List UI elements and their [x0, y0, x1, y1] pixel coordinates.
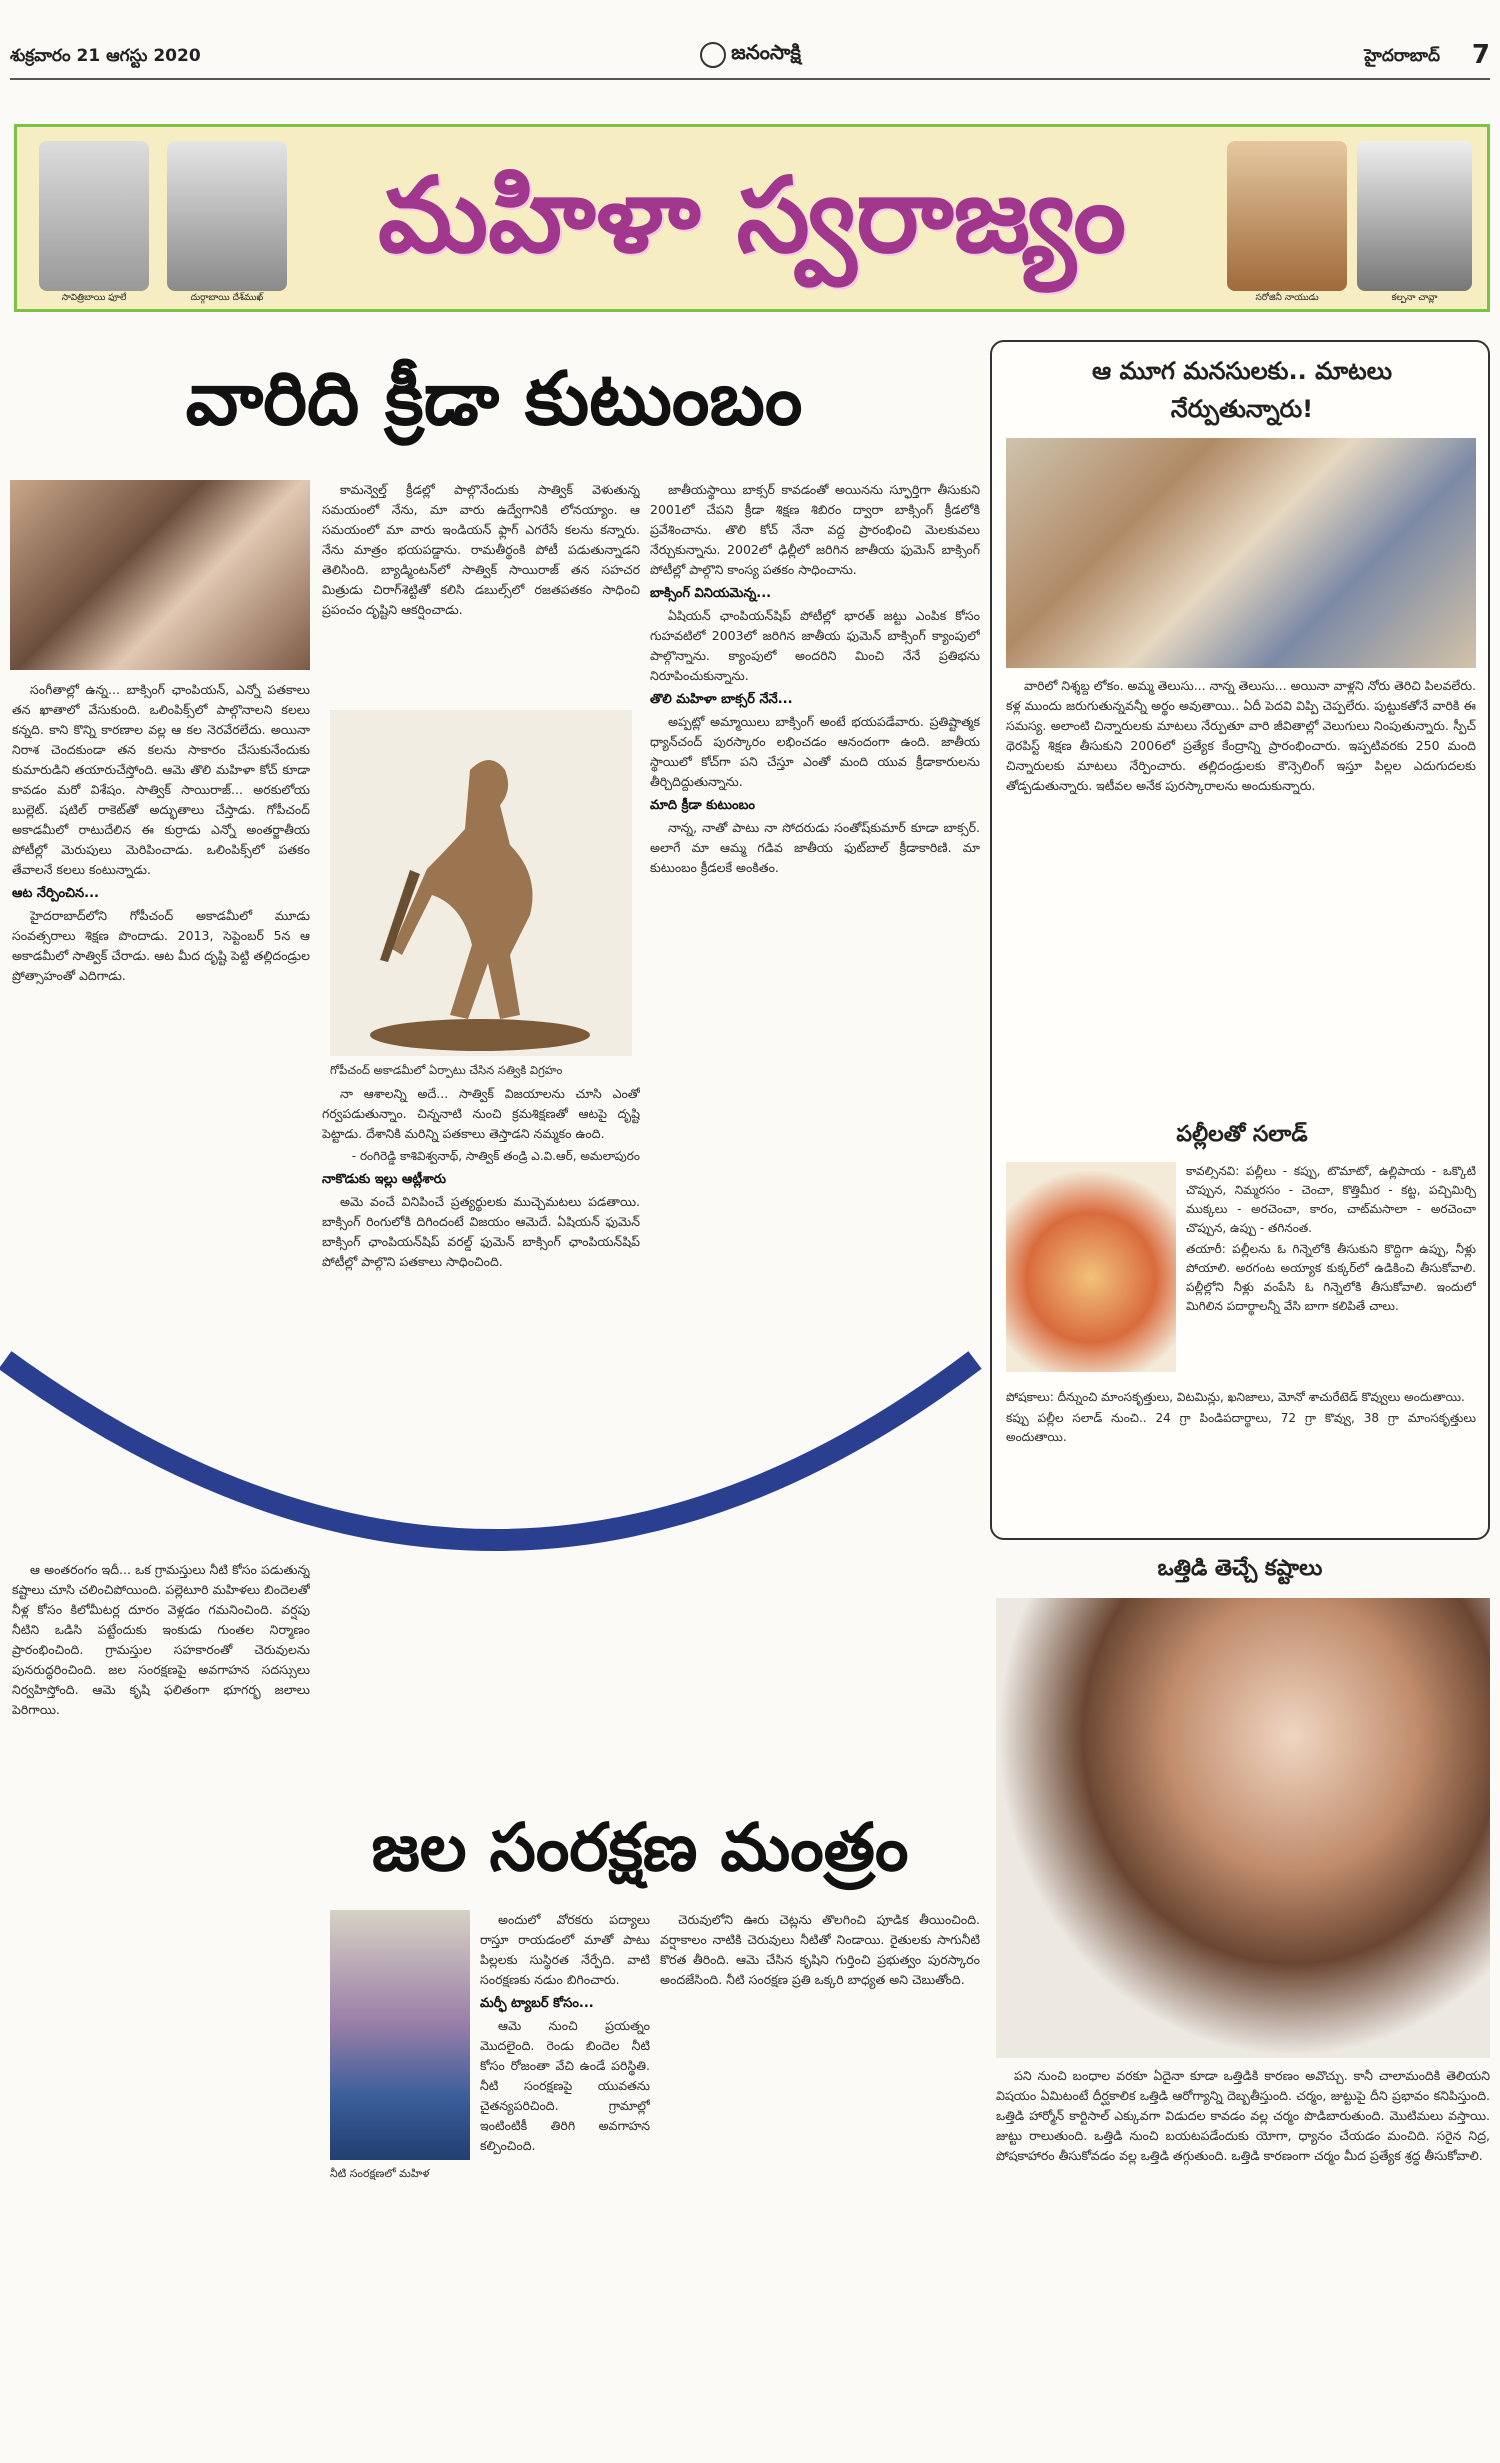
- salad-ingredients: కావల్సినవి: పల్లీలు - కప్పు, టొమాటో, ఉల్లిపాయ - ఒక్కొటి చొప్పున, నిమ్మరసం - చెంచా, కొత్తిమీర - కట్ట, పచ్చిమిర్చి ముక్కలు - అరచెంచా, కారం, చాట్‌మసాలా - అరచెంచా చొప్పున, ఉప్పు - తగినంత.: [1186, 1164, 1476, 1235]
- main-col3-subhead2: తొలి మహిళా బాక్సర్ నేనే...: [650, 692, 793, 707]
- water-headline: జల సంరక్షణ మంత్రం: [371, 1809, 909, 1886]
- salad-footer: [1006, 1388, 1476, 1528]
- portrait-3-caption: సరోజినీ నాయుడు: [1255, 293, 1319, 303]
- main-col3-text: జాతీయస్థాయి బాక్సర్ కావడంతో అయినను స్ఫూర్తిగా తీసుకుని 2001లో చేపని క్రీడా శిక్షణ శిబిరం ద్వారా బాక్సింగ్ క్రీడలోకి ప్రవేశించాను. తొలి కోచ్ నేనా వద్ద ప్రారంభించి మెలకువలు నేర్చుకున్నాను. 2002లో ఢిల్లీలో జరిగిన జాతీయ ఫుమెన్ బాక్సింగ్ పోటీల్లో పాల్గొని కాంస్య పతకం సాధించాను.: [650, 482, 980, 577]
- water-col2b-text: ఆమె నుంచి ప్రయత్నం మొదలైంది. రెండు బిందెల నీటి కోసం రోజంతా వేచి ఉండే పరిస్థితి. నీటి సంరక్షణపై యువతను చైతన్యపరిచింది. గ్రామాల్లో ఇంటింటికీ తిరిగి అవగాహన కల్పించింది.: [480, 2018, 650, 2153]
- stress-body-text: పని నుంచి బంధాల వరకూ ఏదైనా కూడా ఒత్తిడికి కారణం అవొచ్చు. కానీ చాలామందికి తెలియని విషయం ఏమిటంటే దీర్ఘకాలిక ఒత్తిడి ఆరోగ్యాన్ని దెబ్బతీస్తుంది. చర్మం, జుట్టుపై దీని ప్రభావం కనిపిస్తుంది. ఒత్తిడి హార్మోన్ కార్టిసాల్ ఎక్కువగా విడుదల కావడం వల్ల చర్మం పొడిబారుతుంది. మొటిమలు వస్తాయి. జుట్టు రాలుతుంది. ఒత్తిడి నుంచి బయటపడేందుకు యోగా, ధ్యానం చేయడం మంచిది. సరైన నిద్ర, పోషకాహారం తీసుకోవడం వల్ల ఒత్తిడి తగ్గుతుంది. ఒత్తిడి కారణంగా చర్మం మీద ప్రత్యేక శ్రద్ధ తీసుకోవాలి.: [996, 2068, 1490, 2163]
- main-col3-subhead1: బాక్సింగ్ వినియమెన్న...: [650, 586, 772, 601]
- banner-title: మహిళా స్వరాజ్యం: [378, 154, 1126, 276]
- main-col3c-text: అప్పట్లో అమ్మాయిలు బాక్సింగ్ అంటే భయపడేవారు. ప్రతిష్టాత్మక ధ్యాన్‌చంద్ పురస్కారం లభించడం ఆనందంగా ఉంది. జాతీయ స్థాయిలో కోచ్‌గా పని చేస్తూ ఎంతో మంది యువ క్రీడాకారులను తీర్చిదిద్దుతున్నాను.: [650, 714, 980, 789]
- quote-signature: - రంగిరెడ్డి కాశివిశ్వనాథ్, సాత్విక్ తండ్రి ఎ.వి.ఆర్, అమలాపురం: [351, 1149, 640, 1163]
- portrait-4: [1357, 141, 1472, 291]
- portrait-2-caption: దుర్గాబాయి దేశ్‌ముఖ్: [190, 293, 264, 303]
- paper-logo: [700, 40, 801, 69]
- header-date: శుక్రవారం 21 ఆగస్టు 2020: [10, 46, 201, 66]
- main-col3: [650, 480, 980, 1280]
- statue-caption: గోపీచంద్ అకాడమీలో ఏర్పాటు చేసిన సత్వికి విగ్రహం: [330, 1063, 563, 1077]
- portrait-1-caption: సావిత్రిబాయి ఫూలే: [61, 293, 127, 303]
- side-body: [1006, 676, 1476, 1106]
- paper-name: జనంసాక్షి: [731, 40, 801, 64]
- salad-photo: [1006, 1162, 1176, 1372]
- water-col2: [480, 1910, 650, 2440]
- stress-title: ఒత్తిడి తెచ్చే కష్టాలు: [1157, 1556, 1323, 1581]
- portrait-3: [1227, 141, 1347, 291]
- main-col1-text: సంగీతాల్లో ఉన్న... బాక్సింగ్ ఛాంపియన్, ఎన్నో పతకాలు తన ఖాతాలో వేసుకుంది. ఒలింపిక్స్‌లో పాల్గొనాలని కలలు కన్నది. కాని కొన్ని కారణాల వల్ల ఆ కల నెరవేరలేదు. అయినా నిరాశ చెందకుండా తన కలను సాకారం చేసుకునేందుకు కుమారుడిని తయారుచేస్తోంది. ఆమె తొలి మహిళా కోచ్ కూడా కావడం మరో విశేషం. సాత్విక్ సాయిరాజ్... అరకులోయ బుల్లెట్. షటిల్ రాకెట్‌తో అద్భుతాలు చేస్తాడు. గోపీచంద్ అకాడమీలో రాటుదేలిన ఈ కుర్రాడు ఎన్నో అంతర్జాతీయ పోటీల్లో మెరుపులు మెరిపించాడు. ఒలింపిక్స్‌లో పతకం తేవాలనే కలలు కంటున్నాడు.: [12, 682, 310, 877]
- main-col1-subhead: ఆట నేర్పించిన...: [12, 886, 99, 901]
- stress-body: [996, 2066, 1490, 2446]
- main-col2-text: కామన్వెల్త్ క్రీడల్లో పాల్గొనేందుకు సాత్విక్ వెళుతున్న సమయంలో నేను, మా వారు ఉద్వేగానికి లోనయ్యాం. ఆ సమయంలో మా వారు ఇండియన్ ఫ్లాగ్ ఎగరేసే కలను కన్నారు. నేను మాత్రం భయపడ్డాను. రామతీర్థంకి పోటీ పడుతున్నాడని తెలిసింది. బ్యాడ్మింటన్‌లో సాత్విక్ సాయిరాజ్ తన సహచర మిత్రుడు చిరాగ్‌శెట్టితో కలిసి డబుల్స్‌లో రజతపతకం సాధించి ప్రపంచం దృష్టిని ఆకర్షించాడు.: [322, 482, 640, 617]
- header-rule: [10, 78, 1490, 80]
- water-caption: నీటి సంరక్షణలో మహిళ: [330, 2167, 430, 2180]
- main-col1b-text: హైదరాబాద్‌లోని గోపీచంద్ అకాడమీలో మూడు సంవత్సరాలు శిక్షణ పొందాడు. 2013, సెప్టెంబర్ 5న ఆ అకాడమీలో సాత్విక్ చేరాడు. ఆట మీద దృష్టి పెట్టి తల్లిదండ్రుల ప్రోత్సాహంతో ఎదిగాడు.: [12, 908, 310, 983]
- water-photo: [330, 1910, 470, 2160]
- water-col1: [12, 1560, 310, 2440]
- portrait-2: [167, 141, 287, 291]
- salad-serving: కప్పు పల్లీల సలాడ్ నుంచి.. 24 గ్రా పిండిపదార్థాలు, 72 గ్రా కొవ్వు, 38 గ్రా మాంసకృత్తులు అందుతాయి.: [1006, 1411, 1476, 1444]
- salad-nutrition: పోషకాలు: దీన్నుంచి మాంసకృత్తులు, విటమిన్లు, ఖనిజాలు, మోనో శాచురేటెడ్ కొవ్వులు అందుతాయి.: [1006, 1390, 1465, 1404]
- main-col2-subhead: నాకొడుకు ఇల్లు ఆట్లీశారు: [322, 1172, 446, 1187]
- page-number: 7: [1471, 40, 1490, 70]
- main-col3-subhead3: మాది క్రీడా కుటుంబం: [650, 798, 755, 813]
- athlete-photo: [10, 480, 310, 670]
- main-col3d-text: నాన్న, నాతో పాటు నా సోదరుడు సంతోష్‌కుమార్ కూడా బాక్సర్. అలాగే మా ఆమ్మ గడివ జాతీయ ఫుట్‌బాల్ క్రీడాకారిణి. మా కుటుంబం క్రీడలకే అంకితం.: [650, 820, 980, 875]
- salad-title: పల్లీలతో సలాడ్: [1176, 1122, 1308, 1147]
- main-col2c-text: అమె వంచే వినిపించే ప్రత్యర్థులకు ముచ్చెమటలు పడతాయి. బాక్సింగ్ రింగులోకి దిగిందంటే విజయం ఆమెదే. ఏషియన్ ఫుమెన్ బాక్సింగ్ ఛాంపియన్‌షిప్ వరల్డ్ ఫుమెన్ బాక్సింగ్ ఛాంపియన్‌షిప్ పోటీల్లో పాల్గొని పతకాలు సాధించింది.: [322, 1194, 640, 1269]
- portrait-1: [39, 141, 149, 291]
- main-col2b-text: నా ఆశాలన్ని అదే... సాత్విక్ విజయాలను చూసి ఎంతో గర్వపడుతున్నాం. చిన్ననాటి నుంచి క్రమశిక్షణతో ఆటపై దృష్టి పెట్టాడు. దేశానికి మరిన్ని పతకాలు తెస్తాడని నమ్మకం ఉంది.: [322, 1086, 640, 1141]
- banner: [14, 124, 1490, 312]
- therapy-photo: [1006, 438, 1476, 668]
- side-body-text: వారిలో నిశ్శబ్ద లోకం. అమ్మ తెలుసు... నాన్న తెలుసు... అయినా వాళ్లని నోరు తెరిచి పిలవలేరు. కళ్ల ముందు జరుగుతున్నవన్నీ అర్థం అవుతాయి.. ఏదీ పెదవి విప్పి చెప్పలేరు. పుట్టుకతోనే వారికి ఈ సమస్య. అలాంటి చిన్నారులకు మాటలు నేర్పుతూ వారి జీవితాల్లో వెలుగులు నింపుతున్నారు. స్పీచ్ థెరపిస్ట్ శిక్షణ తీసుకుని 2006లో ప్రత్యేక కేంద్రాన్ని ప్రారంభించారు. ఇప్పటివరకు 250 మంది చిన్నారులకు మాటలు నేర్పించారు. తల్లిదండ్రులకు కౌన్సెలింగ్ ఇస్తూ పిల్లల ఎదుగుదలకు తోడ్పడుతున్నారు. ఇటీవల అనేక పురస్కారాలను అందుకున్నారు.: [1006, 678, 1476, 793]
- page-header: [10, 40, 1490, 74]
- main-headline: వారిది క్రీడా కుటుంబం: [185, 356, 803, 442]
- statue-photo: [330, 710, 632, 1056]
- side-headline: ఆ మూగ మనసులకు.. మాటలు నేర్పుతున్నారు!: [1091, 357, 1393, 423]
- salad-method: తయారీ: పల్లీలను ఓ గిన్నెలోకి తీసుకుని కొద్దిగా ఉప్పు, నీళ్లు పోయాలి. అరగంట అయ్యాక కుక్కర్‌లో ఉడికించి తీసుకోవాలి. పల్లీల్లోని నీళ్లు వంపేసి ఓ గిన్నెలోకి తీసుకోవాలి. ఇందులో మిగిలిన పదార్థాలన్నీ వేసి బాగా కలిపితే చాలు.: [1186, 1242, 1476, 1313]
- water-col2-text: అందులో వోరకరు పద్యాలు రాస్తూ రాయడంలో మాతో పాటు పిల్లలకు సుస్థిరత నేర్పేది. వాటి సంరక్షణకు నడుం బిగించారు.: [480, 1912, 650, 1987]
- main-col2: [322, 480, 640, 700]
- stress-photo: [996, 1598, 1490, 2058]
- water-col1-text: ఆ అంతరంగం ఇదీ... ఒక గ్రామస్తులు నీటి కోసం పడుతున్న కష్టాలు చూసి చలించిపోయింది. పల్లెటూరి మహిళలు బిందెలతో నీళ్ల కోసం కిలోమీటర్ల దూరం వెళ్లడం గమనించింది. వర్షపు నీటిని ఒడిసి పట్టేందుకు ఇంకుడు గుంతల నిర్మాణం ప్రారంభించింది. గ్రామస్తుల సహకారంతో చెరువులను పునరుద్ధరించింది. జల సంరక్షణపై అవగాహన సదస్సులు నిర్వహిస్తోంది. ఆమె కృషి ఫలితంగా భూగర్భ జలాలు పెరిగాయి.: [12, 1562, 310, 1717]
- salad-recipe: [1186, 1162, 1476, 1382]
- water-col3-text: చెరువులోని ఊరు చెట్లను తొలగించి పూడిక తీయించింది. వర్షాకాలం నాటికి చెరువులు నీటితో నిండాయి. రైతులకు సాగునీటి కొరత తీరింది. ఆమె చేసిన కృషిని గుర్తించి ప్రభుత్వం పురస్కారం అందజేసింది. నీటి సంరక్షణ ప్రతి ఒక్కరి బాధ్యత అని చెబుతోంది.: [660, 1912, 980, 1987]
- main-col3b-text: ఏషియన్ ఛాంపియన్‌షిప్ పోటీల్లో భారత్ జట్టు ఎంపిక కోసం గుహవటిలో 2003లో జరిగిన జాతీయ ఫుమెన్ బాక్సింగ్ క్యాంపులో పాల్గొన్నాను. క్యాంపులో అందరిని మించి నేనే ప్రతిభను నిరూపించుకున్నాను.: [650, 608, 980, 683]
- water-subhead: మర్ఫీ ట్యాబర్ కోసం...: [480, 1996, 594, 2011]
- portrait-4-caption: కల్పనా చావ్లా: [1391, 293, 1438, 303]
- main-col1: [12, 680, 310, 1180]
- logo-icon: [700, 42, 726, 68]
- water-col3: [660, 1910, 980, 2440]
- header-city: హైదరాబాద్: [1364, 46, 1440, 66]
- statue-figure: [330, 710, 632, 1056]
- side-box: [990, 340, 1490, 1540]
